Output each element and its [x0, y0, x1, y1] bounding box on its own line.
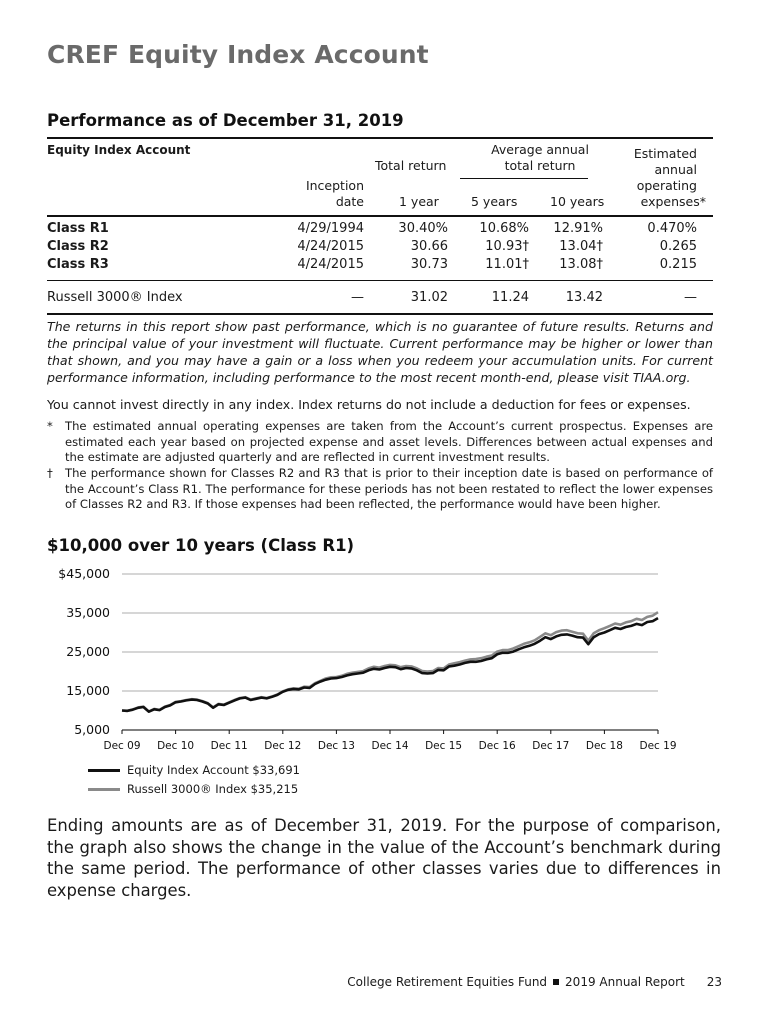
- header-inception-1: Inception: [305, 178, 364, 193]
- inception-date: 4/24/2015: [297, 257, 364, 272]
- x-tick-label: Dec 16: [478, 740, 516, 752]
- return-5yr: 10.93†: [485, 239, 529, 254]
- legend-swatch-russell: [88, 788, 120, 791]
- return-5yr: 10.68%: [479, 221, 529, 236]
- header-rule: [47, 215, 713, 217]
- footnote-expenses: [47, 419, 713, 466]
- footnote-mark: *: [47, 419, 53, 433]
- index-inception: —: [351, 290, 364, 305]
- footnote-performance: [47, 466, 713, 513]
- x-tick-label: Dec 15: [425, 740, 463, 752]
- index-rule: [47, 280, 713, 281]
- index-exp: —: [684, 290, 697, 305]
- avg-annual-underline: [460, 178, 588, 179]
- growth-chart-title: $10,000 over 10 years (Class R1): [47, 536, 355, 555]
- header-10-years: 10 years: [550, 194, 605, 209]
- y-tick-label: 35,000: [66, 605, 110, 620]
- footnote-text: The estimated annual operating expenses are taken from the Account’s current prospectus. Expenses are estimated each year based on projected expense and asset levels. Differences between actual expenses and the estimate are adjusted quarterly and are reflected in current investment results.: [65, 419, 713, 464]
- table-bottom-rule: [47, 313, 713, 315]
- header-1-year: 1 year: [399, 194, 439, 209]
- page-number: 23: [706, 975, 722, 989]
- return-10yr: 12.91%: [553, 221, 603, 236]
- x-tick-label: Dec 19: [639, 740, 677, 752]
- expense-ratio: 0.470%: [647, 221, 697, 236]
- x-tick-label: Dec 11: [210, 740, 248, 752]
- expense-ratio: 0.215: [659, 257, 697, 272]
- footer-separator: [553, 979, 559, 985]
- russell-3000-line: [122, 612, 658, 711]
- return-1yr: 30.73: [410, 257, 448, 272]
- legend-russell: Russell 3000® Index $35,215: [88, 782, 298, 796]
- header-avg-annual-1: Average annual: [491, 142, 589, 157]
- index-name: Russell 3000® Index: [47, 290, 183, 305]
- return-1yr: 30.40%: [398, 221, 448, 236]
- header-5-years: 5 years: [471, 194, 518, 209]
- legend-equity: Equity Index Account $33,691: [88, 763, 300, 777]
- y-tick-label: 25,000: [66, 644, 110, 659]
- return-1yr: 30.66: [410, 239, 448, 254]
- performance-disclaimer: The returns in this report show past performance, which is no guarantee of future results. Returns and the principal value of your investment will fluctuate. Current performance may be higher or lower than that shown, and you may have a gain or a loss when you redeem your accumulation units. For current performance information, including performance to the most recent month-end, please visit TIAA.org.: [47, 319, 713, 385]
- y-tick-label: 15,000: [66, 683, 110, 698]
- expense-ratio: 0.265: [659, 239, 697, 254]
- inception-date: 4/29/1994: [297, 221, 364, 236]
- y-tick-label: 5,000: [74, 722, 110, 737]
- header-avg-annual-2: total return: [504, 158, 576, 173]
- class-name: Class R2: [47, 239, 109, 254]
- footer-report-name: 2019 Annual Report: [565, 975, 685, 989]
- class-name: Class R3: [47, 257, 109, 272]
- return-10yr: 13.04†: [559, 239, 603, 254]
- header-total-return: Total return: [375, 158, 447, 173]
- x-tick-label: Dec 09: [103, 740, 141, 752]
- footer-fund-name: College Retirement Equities Fund: [347, 975, 548, 989]
- performance-table: [47, 138, 713, 318]
- header-est-4: expenses*: [640, 194, 706, 209]
- header-est-2: annual: [654, 162, 697, 177]
- x-tick-label: Dec 10: [157, 740, 195, 752]
- footnote-text: The performance shown for Classes R2 and R3 that is prior to their inception date is based on performance of the Account’s Class R1. The performance for these periods has not been restated to reflect the lower expenses of Classes R2 and R3. If those expenses had been reflected, the performance would have been higher.: [65, 466, 713, 511]
- index-note: You cannot invest directly in any index. Index returns do not include a deduction for fees or expenses.: [47, 397, 691, 412]
- page-title: CREF Equity Index Account: [47, 40, 429, 69]
- page-footer: [347, 975, 722, 989]
- header-inception-2: date: [335, 194, 364, 209]
- inception-date: 4/24/2015: [297, 239, 364, 254]
- performance-title: Performance as of December 31, 2019: [47, 111, 404, 130]
- x-tick-label: Dec 12: [264, 740, 302, 752]
- header-est-3: operating: [636, 178, 697, 193]
- footnote-mark: †: [47, 466, 53, 480]
- return-5yr: 11.01†: [485, 257, 529, 272]
- legend-swatch-equity: [88, 769, 120, 772]
- index-10yr: 13.42: [565, 290, 603, 305]
- x-tick-label: Dec 13: [317, 740, 355, 752]
- header-est-1: Estimated: [633, 146, 697, 161]
- index-5yr: 11.24: [491, 290, 529, 305]
- return-10yr: 13.08†: [559, 257, 603, 272]
- header-account: Equity Index Account: [47, 143, 191, 157]
- x-tick-label: Dec 14: [371, 740, 409, 752]
- growth-line-chart: [40, 560, 680, 752]
- closing-paragraph: Ending amounts are as of December 31, 2019. For the purpose of comparison, the graph also shows the change in the value of the Account’s benchmark during the same period. The performance of other classes varies due to differences in expense charges.: [47, 816, 721, 900]
- x-tick-label: Dec 17: [532, 740, 570, 752]
- class-name: Class R1: [47, 221, 109, 236]
- x-tick-label: Dec 18: [585, 740, 623, 752]
- y-tick-label: $45,000: [58, 566, 110, 581]
- index-1yr: 31.02: [410, 290, 448, 305]
